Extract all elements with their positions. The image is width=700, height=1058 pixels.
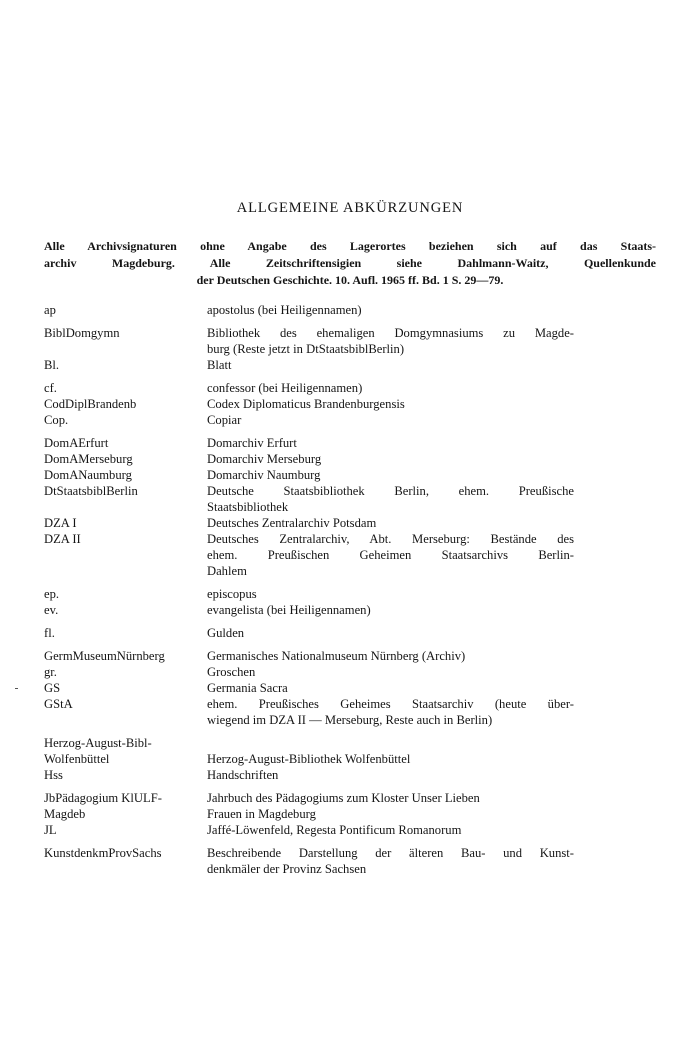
abbreviation-group [44,790,574,838]
definition-line: Handschriften [207,768,279,782]
abbreviation-term: GS [44,681,61,695]
abbreviation-entry [44,435,574,451]
definition-line: Bibliothek des ehemaligen Domgymnasiums zu Magde- [207,326,574,340]
abbreviation-definition [207,531,574,579]
abbreviation-group [44,325,574,373]
abbreviation-group [44,735,574,783]
abbreviation-entry [44,515,574,531]
page-title: ALLGEMEINE ABKÜRZUNGEN [236,200,464,216]
abbreviation-entry [44,845,574,877]
abbreviation-entry [44,586,574,602]
abbreviation-entry [44,822,574,838]
abbreviation-entry [44,302,574,318]
abbreviation-definition [207,467,574,483]
definition-line: Domarchiv Erfurt [207,436,297,450]
abbreviation-definition [207,790,574,806]
abbreviation-entry [44,325,574,357]
abbreviation-entry [44,467,574,483]
definition-line: Deutsches Zentralarchiv, Abt. Merseburg: Bestände des [207,532,574,546]
abbreviation-group [44,625,574,641]
abbreviation-term: Herzog-August-Bibl- [44,736,152,750]
abbreviation-entry [44,602,574,618]
definition-line: ehem. Preußisches Geheimes Staatsarchiv (heute über- [207,697,574,711]
abbreviation-definition [207,412,574,428]
abbreviation-definition [207,664,574,680]
abbreviation-definition [207,483,574,515]
definition-line [207,735,574,751]
abbreviation-definition [207,696,574,728]
abbreviation-definition [207,845,574,877]
abbreviation-entry [44,625,574,641]
abbreviation-entry [44,680,574,696]
abbreviation-definition [207,451,574,467]
definition-line: Copiar [207,413,242,427]
abbreviation-definition [207,625,574,641]
abbreviation-group [44,302,574,318]
abbreviation-entry [44,357,574,373]
abbreviation-definition [207,806,574,822]
definition-line: Domarchiv Naumburg [207,468,321,482]
abbreviation-definition [207,435,574,451]
abbreviation-term: DomAMerseburg [44,452,133,466]
definition-line: Codex Diplomaticus Brandenburgensis [207,397,405,411]
abbreviation-definition [207,602,574,618]
abbreviation-definition [207,648,574,664]
abbreviation-term: ev. [44,603,59,617]
abbreviation-term: DomANaumburg [44,468,132,482]
abbreviation-definition [207,822,574,838]
abbreviation-list [44,302,574,877]
definition-line: confessor (bei Heiligennamen) [207,381,363,395]
abbreviation-term: BiblDomgymn [44,326,120,340]
margin-mark [15,688,18,689]
definition-line: Groschen [207,665,256,679]
abbreviation-term: CodDiplBrandenb [44,397,137,411]
abbreviation-term: GermMuseumNürnberg [44,649,165,663]
definition-line: Beschreibende Darstellung der älteren Bau- und Kunst- [207,846,574,860]
abbreviation-definition [207,586,574,602]
abbreviation-term: Magdeb [44,807,86,821]
abbreviation-entry [44,696,574,728]
intro-line: archiv Magdeburg. Alle Zeitschriftensigien siehe Dahlmann-Waitz, Quellenkunde [44,256,656,270]
abbreviation-entry [44,790,574,806]
abbreviation-entry [44,451,574,467]
abbreviation-term: ep. [44,587,60,601]
abbreviation-entry [44,531,574,579]
definition-line: ehem. Preußischen Geheimen Staatsarchivs Berlin- [207,548,574,562]
abbreviation-entry [44,380,574,396]
abbreviation-term: KunstdenkmProvSachs [44,846,162,860]
abbreviation-group [44,435,574,579]
abbreviation-definition [207,767,574,783]
definition-line: evangelista (bei Heiligennamen) [207,603,371,617]
abbreviation-entry [44,664,574,680]
abbreviation-group [44,845,574,877]
abbreviation-term: DtStaatsbiblBerlin [44,484,138,498]
definition-line: burg (Reste jetzt in DtStaatsbiblBerlin) [207,342,405,356]
definition-line: apostolus (bei Heiligennamen) [207,303,362,317]
abbreviation-group [44,380,574,428]
definition-line: Blatt [207,358,232,372]
definition-line: Jaffé-Löwenfeld, Regesta Pontificum Romanorum [207,823,462,837]
abbreviation-definition [207,325,574,357]
abbreviation-entry [44,412,574,428]
definition-line: Jahrbuch des Pädagogiums zum Kloster Unser Lieben [207,791,480,805]
definition-line: Deutsche Staatsbibliothek Berlin, ehem. Preußische [207,484,574,498]
abbreviation-entry [44,735,574,751]
abbreviation-entry [44,648,574,664]
definition-line: denkmäler der Provinz Sachsen [207,862,367,876]
abbreviation-entry [44,751,574,767]
definition-line: Gulden [207,626,245,640]
definition-line: Deutsches Zentralarchiv Potsdam [207,516,377,530]
abbreviation-term: gr. [44,665,57,679]
abbreviation-entry [44,767,574,783]
abbreviation-term: cf. [44,381,57,395]
abbreviation-definition [207,680,574,696]
definition-line: Staatsbibliothek [207,500,289,514]
definition-line: wiegend im DZA II — Merseburg, Reste auch in Berlin) [207,713,493,727]
abbreviation-term: Cop. [44,413,69,427]
definition-line: Herzog-August-Bibliothek Wolfenbüttel [207,752,411,766]
definition-line: Domarchiv Merseburg [207,452,322,466]
abbreviation-definition [207,735,574,751]
abbreviation-term: GStA [44,697,73,711]
abbreviation-definition [207,380,574,396]
intro-line: Alle Archivsignaturen ohne Angabe des Lagerortes beziehen sich auf das Staats- [44,239,656,253]
definition-line: Germania Sacra [207,681,288,695]
abbreviation-group [44,586,574,618]
abbreviation-term: ap [44,303,56,317]
abbreviation-group [44,648,574,728]
abbreviation-term: Hss [44,768,63,782]
abbreviation-definition [207,357,574,373]
intro-note [44,238,656,289]
abbreviation-entry [44,396,574,412]
abbreviation-entry [44,483,574,515]
abbreviation-definition [207,751,574,767]
definition-line: episcopus [207,587,257,601]
abbreviation-term: DZA I [44,516,77,530]
abbreviation-definition [207,515,574,531]
abbreviation-term: DomAErfurt [44,436,109,450]
abbreviation-term: Wolfenbüttel [44,752,110,766]
abbreviation-term: Bl. [44,358,60,372]
abbreviation-term: DZA II [44,532,81,546]
abbreviation-term: JL [44,823,57,837]
abbreviation-term: fl. [44,626,55,640]
abbreviation-term: JbPädagogium KlULF- [44,791,162,805]
intro-line: der Deutschen Geschichte. 10. Aufl. 1965 ff. Bd. 1 S. 29—79. [196,273,504,287]
abbreviation-definition [207,396,574,412]
definition-line: Frauen in Magdeburg [207,807,316,821]
definition-line: Germanisches Nationalmuseum Nürnberg (Archiv) [207,649,466,663]
abbreviation-entry [44,806,574,822]
abbreviation-definition [207,302,574,318]
definition-line: Dahlem [207,564,247,578]
